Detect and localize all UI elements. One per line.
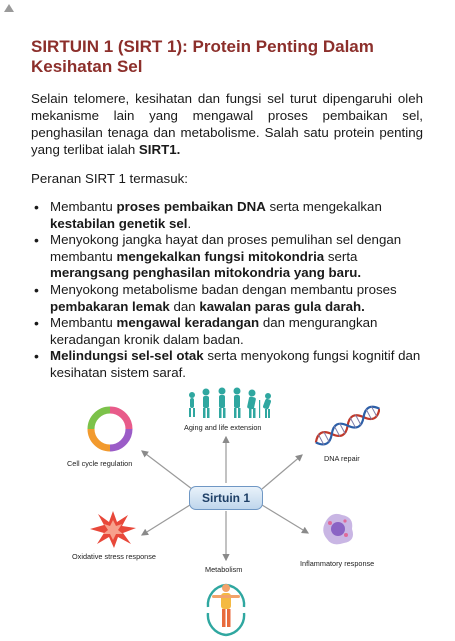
aging-people-icon	[184, 387, 274, 419]
role-text: Menyokong metabolisme badan dengan membantu proses	[50, 281, 397, 297]
label-cell-cycle: Cell cycle regulation	[67, 459, 133, 468]
arrow-down-left	[142, 505, 190, 535]
oxidative-burst-icon	[88, 509, 138, 549]
article-title: SIRTUIN 1 (SIRT 1): Protein Penting Dalam Kesihatan Sel	[31, 37, 374, 76]
role-bold-text: Melindungsi sel-sel otak	[50, 348, 204, 364]
role-item	[31, 199, 427, 232]
metabolism-body-icon	[202, 577, 250, 639]
role-item	[31, 232, 427, 282]
label-dna-repair: DNA repair	[324, 454, 360, 463]
role-bold-text: kestabilan genetik sel	[50, 215, 188, 231]
role-item	[31, 315, 427, 348]
role-bold-text: proses pembaikan DNA	[116, 199, 266, 214]
roles-list	[31, 199, 427, 382]
role-text: .	[187, 215, 192, 231]
sirtuin-hub-box: Sirtuin 1	[189, 486, 263, 510]
intro-bold: SIRT1.	[138, 142, 181, 157]
role-text: Menyokong jangka hayat dan proses pemulihan sel dengan membantu	[50, 232, 402, 264]
label-oxidative: Oxidative stress response	[72, 552, 156, 561]
arrow-down-right	[262, 505, 308, 533]
role-text: Membantu	[50, 315, 117, 331]
dna-helix-icon	[310, 403, 380, 451]
role-item	[31, 282, 427, 315]
intro-paragraph	[31, 90, 423, 158]
role-text: serta menyokong fungsi kognitif dan kesihatan sistem saraf.	[50, 348, 421, 380]
roles-heading: Peranan SIRT 1 termasuk:	[31, 171, 188, 186]
role-bold-text: pembakaran lemak	[50, 298, 170, 314]
role-bold-text: kawalan paras gula darah.	[199, 298, 365, 314]
label-metabolism: Metabolism	[205, 565, 243, 574]
role-text: dan mengurangkan keradangan kronik dalam badan.	[50, 315, 378, 347]
cell-cycle-icon	[86, 405, 134, 453]
sirtuin-diagram	[56, 385, 406, 641]
role-item	[31, 348, 427, 381]
corner-triangle-icon	[4, 4, 14, 12]
label-aging: Aging and life extension	[184, 423, 262, 432]
role-text: dan	[169, 298, 200, 314]
inflammation-cell-icon	[318, 509, 358, 549]
intro-text: Selain telomere, kesihatan dan fungsi sel turut dipengaruhi oleh mekanisme lain yang mengawal proses pembaikan sel, penghasilan tenaga dan metabolisme. Salah satu protein penting yang terlibat ialah	[31, 91, 423, 157]
arrow-up-left	[142, 451, 192, 489]
role-text: serta	[324, 248, 358, 264]
role-text: serta mengekalkan	[265, 199, 382, 214]
arrow-up-right	[262, 455, 302, 489]
role-bold-text: merangsang penghasilan mitokondria yang baru.	[50, 265, 362, 281]
role-bold-text: mengekalkan fungsi mitokondria	[116, 248, 325, 264]
role-bold-text: mengawal keradangan	[116, 315, 260, 331]
role-text: Membantu	[50, 199, 117, 214]
label-inflammatory: Inflammatory response	[300, 559, 375, 568]
